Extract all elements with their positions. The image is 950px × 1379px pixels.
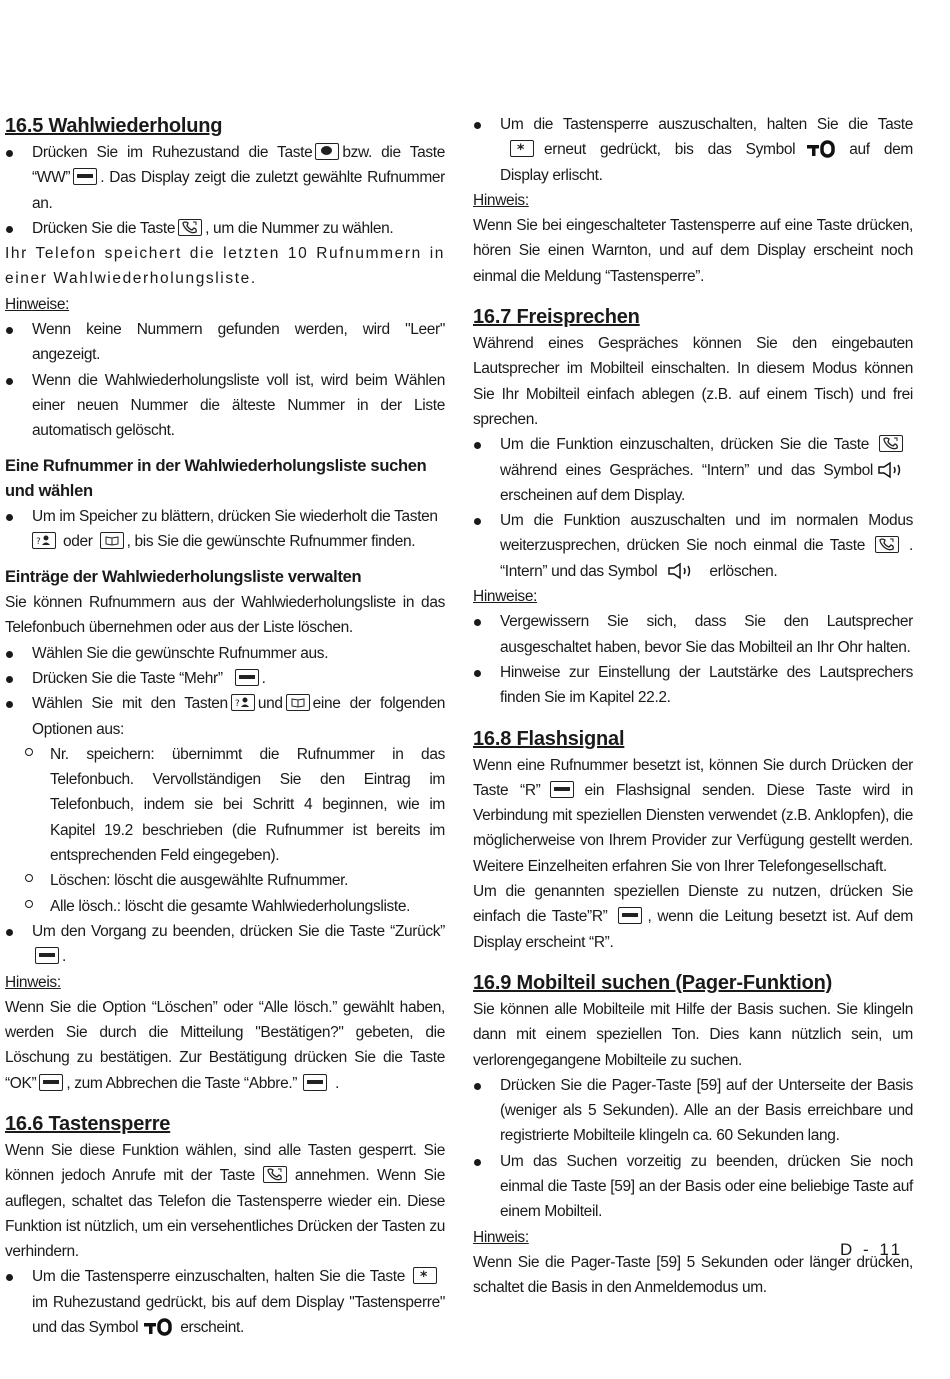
paragraph: Sie können Rufnummern aus der Wahlwiederholungsliste in das Telefonbuch übernehmen oder aus der Liste löschen. [5,594,445,637]
paragraph: Wenn Sie bei eingeschalteter Tastensperre auf eine Taste drücken, hören Sie einen Warnton, und auf dem Display erscheint noch einmal die Meldung “Tastensperre”. [473,217,913,285]
notes-list [5,317,445,443]
softkey-icon [73,168,97,185]
list-item: Um die Funktion einzuschalten, drücken Sie die Taste während eines Gespräches. “Intern” und das Symbolerscheinen auf dem Display. [473,432,913,508]
list-item: Löschen: löscht die ausgewählte Rufnummer. [5,868,445,893]
section-16-8-title: 16.8 Flashsignal [473,727,625,750]
talk-key-icon [263,1166,287,1183]
list-item: Wählen Sie mit den Tasten ? und eine der folgenden Optionen aus: [5,691,445,742]
phonebook-key-icon [286,694,310,711]
subheading-manage: Einträge der Wahlwiederholungsliste verwalten [5,567,362,586]
svg-text:*: * [420,1269,427,1283]
section-16-7-title: 16.7 Freisprechen [473,306,640,329]
list-item: Um die Tastensperre auszuschalten, halten Sie die Taste * erneut gedrückt, bis das Symbol auf dem Display erlischt. [473,112,913,188]
list-item: Wenn keine Nummern gefunden werden, wird "Leer" angezeigt. [5,317,445,368]
redial-key-icon [315,143,339,160]
notes-list [473,609,913,710]
paragraph: Wenn Sie die Option “Löschen” oder “Alle lösch.” gewählt haben, werden Sie durch die Mitteilung "Bestätigen?" gebeten, die Löschung zu bestätigen. Zur Bestätigung drücken Sie die Taste “OK” , zum Abbrechen die Taste “Abbre.” . [5,998,445,1092]
pager-steps [473,1073,913,1225]
search-steps [5,504,445,555]
page-number: D - 11 [840,1240,904,1259]
notes-heading: Hinweise: [5,295,70,313]
handsfree-steps [473,432,913,584]
r-key-icon [618,907,642,924]
finish-steps [5,919,445,970]
list-item: Um die Funktion auszuschalten und im normalen Modus weiterzusprechen, drücken Sie noch einmal die Taste . “Intern” und das Symbol erlöschen. [473,508,913,584]
manage-steps [5,641,445,742]
key-lock-icon [142,1318,176,1336]
talk-key-icon [879,435,903,452]
paragraph: Wenn Sie diese Funktion wählen, sind alle Tasten gesperrt. Sie können jedoch Anrufe mit der Taste annehmen. Wenn Sie auflegen, schaltet das Telefon die Tastensperre wieder ein. Diese Funktion ist nützlich, um ein versehentliches Drücken der Tasten zu verhindern. [5,1141,445,1261]
list-item: Um den Vorgang zu beenden, drücken Sie die Taste “Zurück”. [5,919,445,970]
list-item: Vergewissern Sie sich, dass Sie den Lautsprecher ausgeschaltet haben, bevor Sie das Mobilteil an Ihr Ohr halten. [473,609,913,660]
paragraph: Ihr Telefon speichert die letzten 10 Rufnummern in einer Wahlwiederholungsliste. [5,245,445,288]
subheading-search: Eine Rufnummer in der Wahlwiederholungsliste suchen und wählen [5,456,427,500]
redial-steps [5,140,445,241]
speaker-icon [877,461,909,479]
keylock-steps [5,1264,445,1340]
svg-text:?: ? [234,699,240,710]
key-lock-icon [805,140,839,158]
note-heading: Hinweis: [473,191,529,209]
note-heading: Hinweis: [5,973,61,991]
paragraph: Wenn Sie die Pager-Taste [59] 5 Sekunden oder länger drücken, schaltet die Basis in den Anmeldemodus um. [473,1253,913,1297]
softkey-icon [303,1074,327,1091]
paragraph: Um die genannten speziellen Dienste zu nutzen, drücken Sie einfach die Taste”R” , wenn die Leitung besetzt ist. Auf dem Display erscheint “R”. [473,883,913,951]
phonebook-key-icon [100,532,124,549]
paragraph: Wenn eine Rufnummer besetzt ist, können Sie durch Drücken der Taste “R” ein Flashsignal senden. Diese Taste wird in Verbindung mit speziellen Diensten verwendet (z.B. Anklopfen), die möglicherweise von Ihrem Provider zur Verfügung gestellt werden. Weitere Einzelheiten erfahren Sie von Ihrer Telefongesellschaft. [473,756,913,875]
talk-key-icon [178,219,202,236]
paragraph: Während eines Gespräches können Sie den eingebauten Lautsprecher im Mobilteil einschalten. In diesem Modus können Sie Ihr Mobilteil einfach ablegen (z.B. auf einem Tisch) und frei sprechen. [473,335,913,428]
list-item: Nr. speichern: übernimmt die Rufnummer in das Telefonbuch. Vervollständigen Sie den Eintrag im Telefonbuch, indem sie bei Schritt 4 beginnen, wie im Kapitel 19.2 beschrieben (die Rufnummer ist bereits im entsprechenden Feld eingegeben). [5,742,445,868]
list-item: Um im Speicher zu blättern, drücken Sie wiederholt die Tasten ? oder , bis Sie die gewünschte Rufnummer finden. [5,504,445,555]
paragraph: Sie können alle Mobilteile mit Hilfe der Basis suchen. Sie klingeln dann mit einem speziellen Ton. Dies kann nützlich sein, um verlorengegangene Mobilteile zu suchen. [473,1000,913,1069]
talk-key-icon [875,536,899,553]
note-heading: Hinweis: [473,1228,529,1246]
softkey-icon [235,669,259,686]
list-item: Drücken Sie im Ruhezustand die Taste bzw. die Taste “WW” . Das Display zeigt die zuletzt gewählte Rufnummer an. [5,140,445,216]
speaker-icon [667,562,699,580]
softkey-icon [35,947,59,964]
list-item: Drücken Sie die Taste “Mehr” . [5,666,445,691]
list-item: Um die Tastensperre einzuschalten, halten Sie die Taste * im Ruhezustand gedrückt, bis auf dem Display "Tastensperre" und das Symbol erscheint. [5,1264,445,1340]
list-item: Um das Suchen vorzeitig zu beenden, drücken Sie noch einmal die Taste [59] an der Basis oder eine beliebige Taste auf einem Mobilteil. [473,1149,913,1225]
softkey-icon [39,1074,63,1091]
section-16-6-title: 16.6 Tastensperre [5,1112,171,1135]
star-key-icon [413,1267,437,1284]
list-item: Wählen Sie die gewünschte Rufnummer aus. [5,641,445,666]
left-column [5,112,445,1340]
right-column [473,112,913,1300]
list-item: Wenn die Wahlwiederholungsliste voll ist, wird beim Wählen einer neuen Nummer die älteste Nummer in der Liste automatisch gelöscht. [5,368,445,444]
star-key-icon [510,140,534,157]
svg-text:?: ? [36,537,41,548]
list-item: Drücken Sie die Pager-Taste [59] auf der Unterseite der Basis (weniger als 5 Sekunden). Alle an der Basis erreichbare und registrierte Mobilteile klingeln ca. 60 Sekunden lang. [473,1073,913,1149]
section-16-5-title: 16.5 Wahlwiederholung [5,115,223,137]
svg-text:*: * [517,142,524,156]
list-item: Hinweise zur Einstellung der Lautstärke des Lautsprechers finden Sie im Kapitel 22.2. [473,660,913,711]
notes-heading: Hinweise: [473,588,538,606]
contact-key-icon [231,694,255,711]
contact-key-icon [32,532,56,549]
list-item: Alle lösch.: löscht die gesamte Wahlwiederholungsliste. [5,894,445,919]
options-list [5,742,445,919]
list-item: Drücken Sie die Taste , um die Nummer zu wählen. [5,216,445,241]
section-16-9-title: 16.9 Mobilteil suchen (Pager-Funktion) [473,971,833,994]
keylock-steps-continued [473,112,913,188]
r-key-icon [550,781,574,798]
